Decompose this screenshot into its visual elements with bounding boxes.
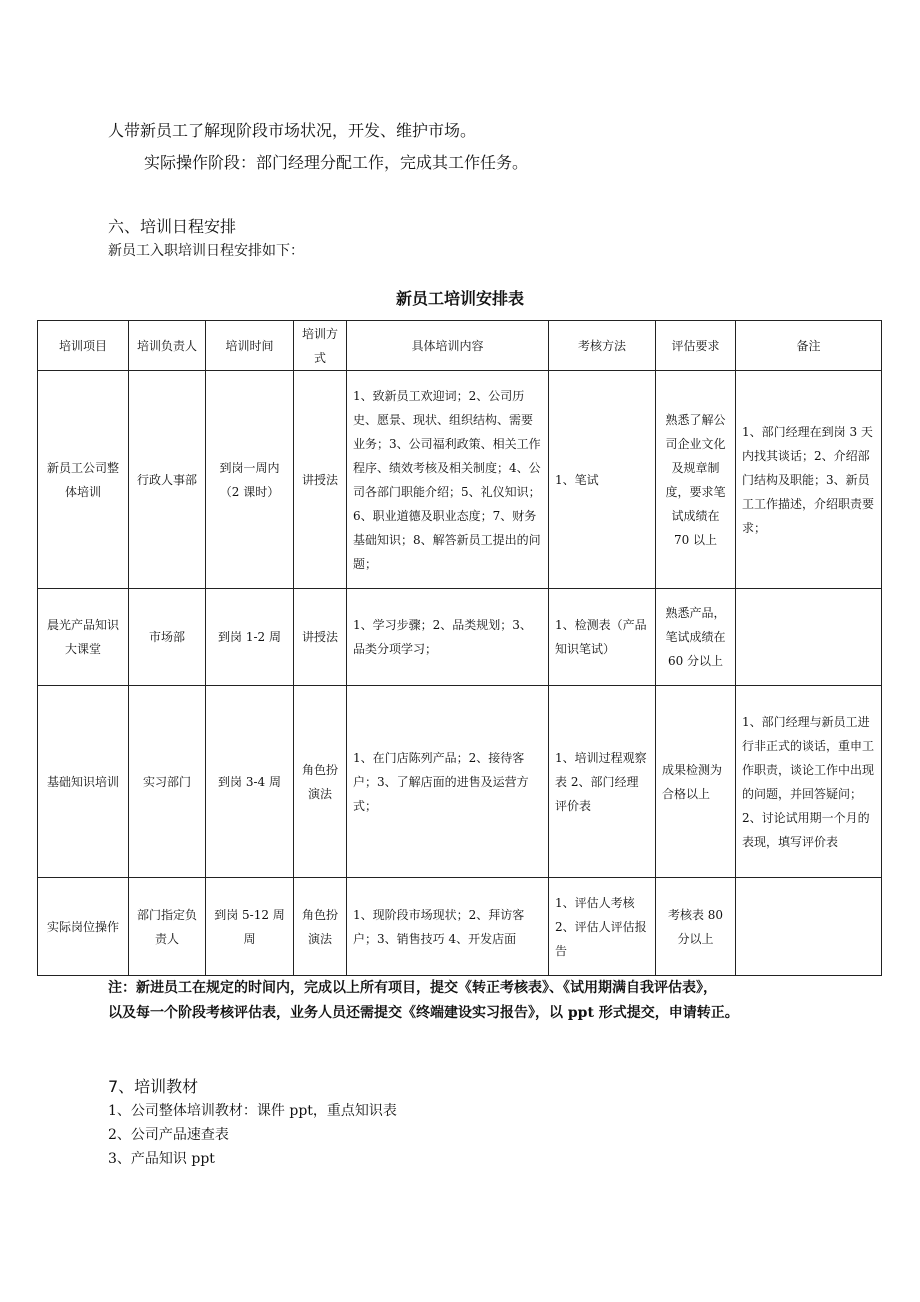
header-eval: 评估要求 <box>656 321 736 371</box>
cell-remark: 1、部门经理在到岗 3 天内找其谈话；2、介绍部门结构及职能；3、新员工工作描述，介绍职责要求； <box>736 371 882 589</box>
material-item: 3、产品知识 ppt <box>108 1151 215 1167</box>
cell-time: 到岗 1-2 周 <box>206 589 294 686</box>
table-row <box>38 878 882 976</box>
section-6-heading: 六、培训日程安排 <box>108 217 237 236</box>
table-header-row <box>38 321 882 371</box>
cell-assess: 1、检测表（产品知识笔试） <box>549 589 656 686</box>
cell-content: 1、现阶段市场现状；2、拜访客户；3、销售技巧 4、开发店面 <box>347 878 549 976</box>
cell-time: 到岗 3-4 周 <box>206 686 294 878</box>
header-assess: 考核方法 <box>549 321 656 371</box>
cell-remark: 1、部门经理与新员工进行非正式的谈话，重申工作职责，谈论工作中出现的问题，并回答疑问；2、讨论试用期一个月的表现，填写评价表 <box>736 686 882 878</box>
cell-time: 到岗 5-12 周周 <box>206 878 294 976</box>
cell-item: 基础知识培训 <box>38 686 129 878</box>
cell-owner: 行政人事部 <box>129 371 206 589</box>
header-method: 培训方式 <box>294 321 347 371</box>
table-title: 新员工培训安排表 <box>395 289 524 308</box>
header-item: 培训项目 <box>38 321 129 371</box>
cell-owner: 市场部 <box>129 589 206 686</box>
cell-eval: 考核表 80 分以上 <box>656 878 736 976</box>
paragraph-market-line: 人带新员工了解现阶段市场状况，开发、维护市场。 <box>108 121 477 140</box>
cell-eval: 成果检测为合格以上 <box>656 686 736 878</box>
cell-time: 到岗一周内（2 课时） <box>206 371 294 589</box>
cell-assess: 1、笔试 <box>549 371 656 589</box>
note-line-2: 以及每一个阶段考核评估表，业务人员还需提交《终端建设实习报告》，以 ppt 形式提交，申请转正。 <box>108 1005 739 1021</box>
cell-item: 新员工公司整体培训 <box>38 371 129 589</box>
paragraph-practice-line: 实际操作阶段：部门经理分配工作，完成其工作任务。 <box>144 153 529 172</box>
header-remark: 备注 <box>736 321 882 371</box>
material-item: 2、公司产品速查表 <box>108 1127 229 1143</box>
cell-content: 1、致新员工欢迎词；2、公司历史、愿景、现状、组织结构、需要业务；3、公司福利政策、相关工作程序、绩效考核及相关制度；4、公司各部门职能介绍；5、礼仪知识；6、职业道德及职业态度；7、财务基础知识；8、解答新员工提出的问题； <box>347 371 549 589</box>
cell-method: 讲授法 <box>294 589 347 686</box>
cell-remark <box>736 589 882 686</box>
training-schedule-table <box>37 320 882 976</box>
cell-remark <box>736 878 882 976</box>
header-time: 培训时间 <box>206 321 294 371</box>
cell-eval: 熟悉了解公司企业文化及规章制度，要求笔试成绩在 70 以上 <box>656 371 736 589</box>
table-row <box>38 589 882 686</box>
cell-owner: 部门指定负责人 <box>129 878 206 976</box>
table-row <box>38 371 882 589</box>
table-row <box>38 686 882 878</box>
cell-owner: 实习部门 <box>129 686 206 878</box>
note-line-1: 注：新进员工在规定的时间内，完成以上所有项目，提交《转正考核表》、《试用期满自我评估表》， <box>108 980 717 996</box>
section-7-heading: 7、培训教材 <box>108 1077 199 1096</box>
cell-method: 角色扮演法 <box>294 878 347 976</box>
submission-note <box>108 976 739 1026</box>
material-item: 1、公司整体培训教材：课件 ppt，重点知识表 <box>108 1103 397 1119</box>
cell-content: 1、学习步骤；2、品类规划；3、品类分项学习； <box>347 589 549 686</box>
cell-item: 晨光产品知识大课堂 <box>38 589 129 686</box>
section-6-intro: 新员工入职培训日程安排如下： <box>108 243 304 259</box>
header-owner: 培训负责人 <box>129 321 206 371</box>
cell-eval: 熟悉产品，笔试成绩在 60 分以上 <box>656 589 736 686</box>
cell-method: 讲授法 <box>294 371 347 589</box>
cell-assess: 1、培训过程观察表 2、部门经理评价表 <box>549 686 656 878</box>
cell-method: 角色扮演法 <box>294 686 347 878</box>
header-content: 具体培训内容 <box>347 321 549 371</box>
cell-content: 1、在门店陈列产品；2、接待客户；3、了解店面的进售及运营方式； <box>347 686 549 878</box>
cell-assess: 1、评估人考核 2、评估人评估报告 <box>549 878 656 976</box>
cell-item: 实际岗位操作 <box>38 878 129 976</box>
